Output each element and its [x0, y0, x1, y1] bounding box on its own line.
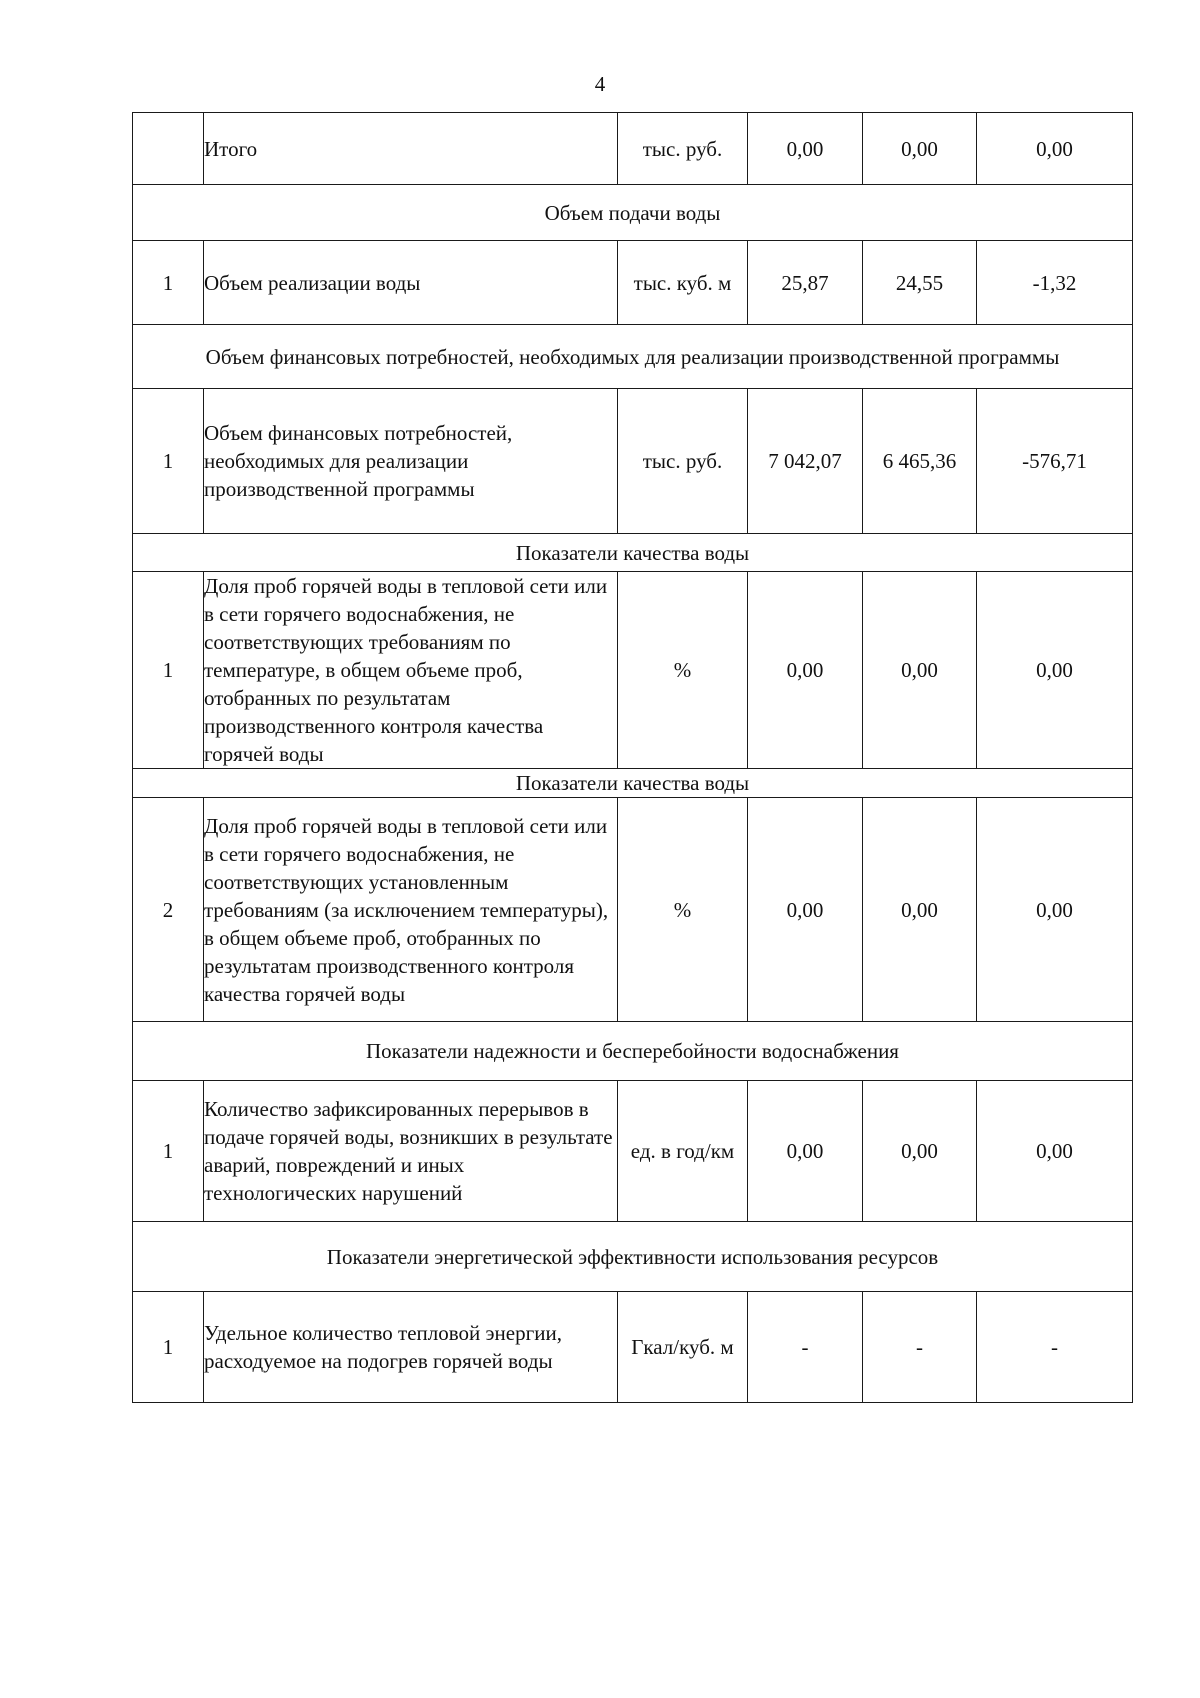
section-header-row: [133, 1022, 1133, 1081]
table-row: [133, 241, 1133, 325]
row-value-3: -: [977, 1292, 1133, 1403]
row-name: Удельное количество тепловой энергии, расходуемое на подогрев горячей воды: [204, 1292, 618, 1403]
indicators-table: [132, 112, 1133, 1403]
section-title: Объем подачи воды: [133, 185, 1133, 241]
row-value-1: 0,00: [748, 1081, 863, 1222]
row-number: 1: [133, 389, 204, 534]
row-name: Объем реализации воды: [204, 241, 618, 325]
section-header-row: [133, 325, 1133, 389]
row-unit: тыс. руб.: [618, 113, 748, 185]
section-header-row: [133, 185, 1133, 241]
row-number: 1: [133, 1081, 204, 1222]
row-unit: %: [618, 572, 748, 769]
row-unit: тыс. руб.: [618, 389, 748, 534]
table-row: [133, 1292, 1133, 1403]
row-name: Итого: [204, 113, 618, 185]
row-value-2: 0,00: [863, 1081, 977, 1222]
section-header-row: [133, 1222, 1133, 1292]
row-name: Доля проб горячей воды в тепловой сети или в сети горячего водоснабжения, не соответствующих требованиям по температуре, в общем объеме проб, отобранных по результатам производственного контроля качества горячей воды: [204, 572, 618, 769]
row-unit: Гкал/куб. м: [618, 1292, 748, 1403]
row-unit: ед. в год/км: [618, 1081, 748, 1222]
row-name: Количество зафиксированных перерывов в подаче горячей воды, возникших в результате аварий, повреждений и иных технологических нарушений: [204, 1081, 618, 1222]
row-value-3: 0,00: [977, 1081, 1133, 1222]
row-value-3: 0,00: [977, 798, 1133, 1022]
row-name: Объем финансовых потребностей, необходимых для реализации производственной программы: [204, 389, 618, 534]
section-header-row: [133, 534, 1133, 572]
row-unit: %: [618, 798, 748, 1022]
row-number: [133, 113, 204, 185]
row-number: 2: [133, 798, 204, 1022]
row-value-3: 0,00: [977, 572, 1133, 769]
row-value-3: -576,71: [977, 389, 1133, 534]
section-title: Объем финансовых потребностей, необходимых для реализации производственной программы: [133, 325, 1133, 389]
table-row: [133, 572, 1133, 769]
row-value-3: 0,00: [977, 113, 1133, 185]
row-value-2: -: [863, 1292, 977, 1403]
section-title: Показатели энергетической эффективности использования ресурсов: [133, 1222, 1133, 1292]
row-value-2: 0,00: [863, 113, 977, 185]
section-header-row: [133, 769, 1133, 798]
row-number: 1: [133, 1292, 204, 1403]
row-unit: тыс. куб. м: [618, 241, 748, 325]
row-number: 1: [133, 572, 204, 769]
table-row: [133, 1081, 1133, 1222]
row-value-1: 0,00: [748, 113, 863, 185]
row-value-1: 25,87: [748, 241, 863, 325]
row-value-1: 7 042,07: [748, 389, 863, 534]
section-title: Показатели качества воды: [133, 769, 1133, 798]
row-value-1: 0,00: [748, 572, 863, 769]
page-number: 4: [594, 72, 606, 96]
row-value-3: -1,32: [977, 241, 1133, 325]
table-row: [133, 389, 1133, 534]
section-title: Показатели надежности и бесперебойности водоснабжения: [133, 1022, 1133, 1081]
row-value-1: -: [748, 1292, 863, 1403]
row-name: Доля проб горячей воды в тепловой сети или в сети горячего водоснабжения, не соответствующих установленным требованиям (за исключением температуры), в общем объеме проб, отобранных по результатам производственного контроля качества горячей воды: [204, 798, 618, 1022]
row-value-2: 24,55: [863, 241, 977, 325]
row-number: 1: [133, 241, 204, 325]
row-value-2: 0,00: [863, 572, 977, 769]
table-row: [133, 798, 1133, 1022]
row-value-2: 6 465,36: [863, 389, 977, 534]
row-value-2: 0,00: [863, 798, 977, 1022]
row-value-1: 0,00: [748, 798, 863, 1022]
total-row: [133, 113, 1133, 185]
section-title: Показатели качества воды: [133, 534, 1133, 572]
